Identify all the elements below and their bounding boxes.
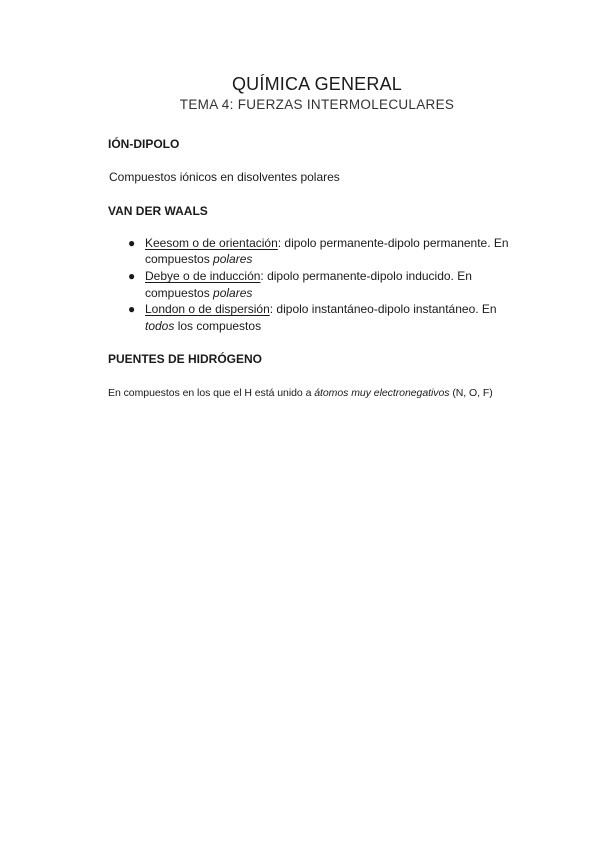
list-item-desc: : dipolo permanente-dipolo inducido. En <box>260 269 472 283</box>
list-item-term: Debye o de inducción <box>145 269 261 283</box>
list-item-term: Keesom o de orientación <box>145 236 278 250</box>
list-item-continuation <box>145 319 261 333</box>
puentes-text-emphasis: átomos muy electronegativos <box>314 387 450 399</box>
list-item-text: compuestos <box>145 286 214 300</box>
page-title: QUÍMICA GENERAL <box>231 74 403 94</box>
list-item-text: los compuestos <box>174 319 262 333</box>
list-item-desc: : dipolo permanente-dipolo permanente. En <box>277 236 509 250</box>
puentes-text <box>108 386 493 400</box>
list-item-emphasis: todos <box>145 319 175 333</box>
puentes-text-part: En compuestos en los que el H está unido a <box>108 387 315 399</box>
puentes-text-part: (N, O, F) <box>449 387 493 399</box>
list-item-text: compuestos <box>145 252 214 266</box>
list-item-continuation <box>145 286 252 300</box>
ion-dipolo-text: Compuestos iónicos en disolventes polares <box>109 170 340 184</box>
bullet-icon: ● <box>128 269 136 283</box>
section-heading-ion-dipolo: IÓN-DIPOLO <box>108 137 180 151</box>
list-item-emphasis: polares <box>213 286 253 300</box>
list-item <box>145 269 472 283</box>
section-heading-van-der-waals: VAN DER WAALS <box>108 204 208 218</box>
list-item <box>145 236 509 250</box>
list-item-term: London o de dispersión <box>145 302 270 316</box>
list-item <box>145 302 497 316</box>
bullet-icon: ● <box>128 302 136 316</box>
list-item-emphasis: polares <box>213 252 253 266</box>
list-item-continuation <box>145 252 252 266</box>
list-item-desc: : dipolo instantáneo-dipolo instantáneo. En <box>269 302 497 316</box>
bullet-icon: ● <box>128 236 136 250</box>
page-subtitle: TEMA 4: FUERZAS INTERMOLECULARES <box>179 97 455 112</box>
section-heading-puentes-de-hidrogeno: PUENTES DE HIDRÓGENO <box>108 352 263 366</box>
